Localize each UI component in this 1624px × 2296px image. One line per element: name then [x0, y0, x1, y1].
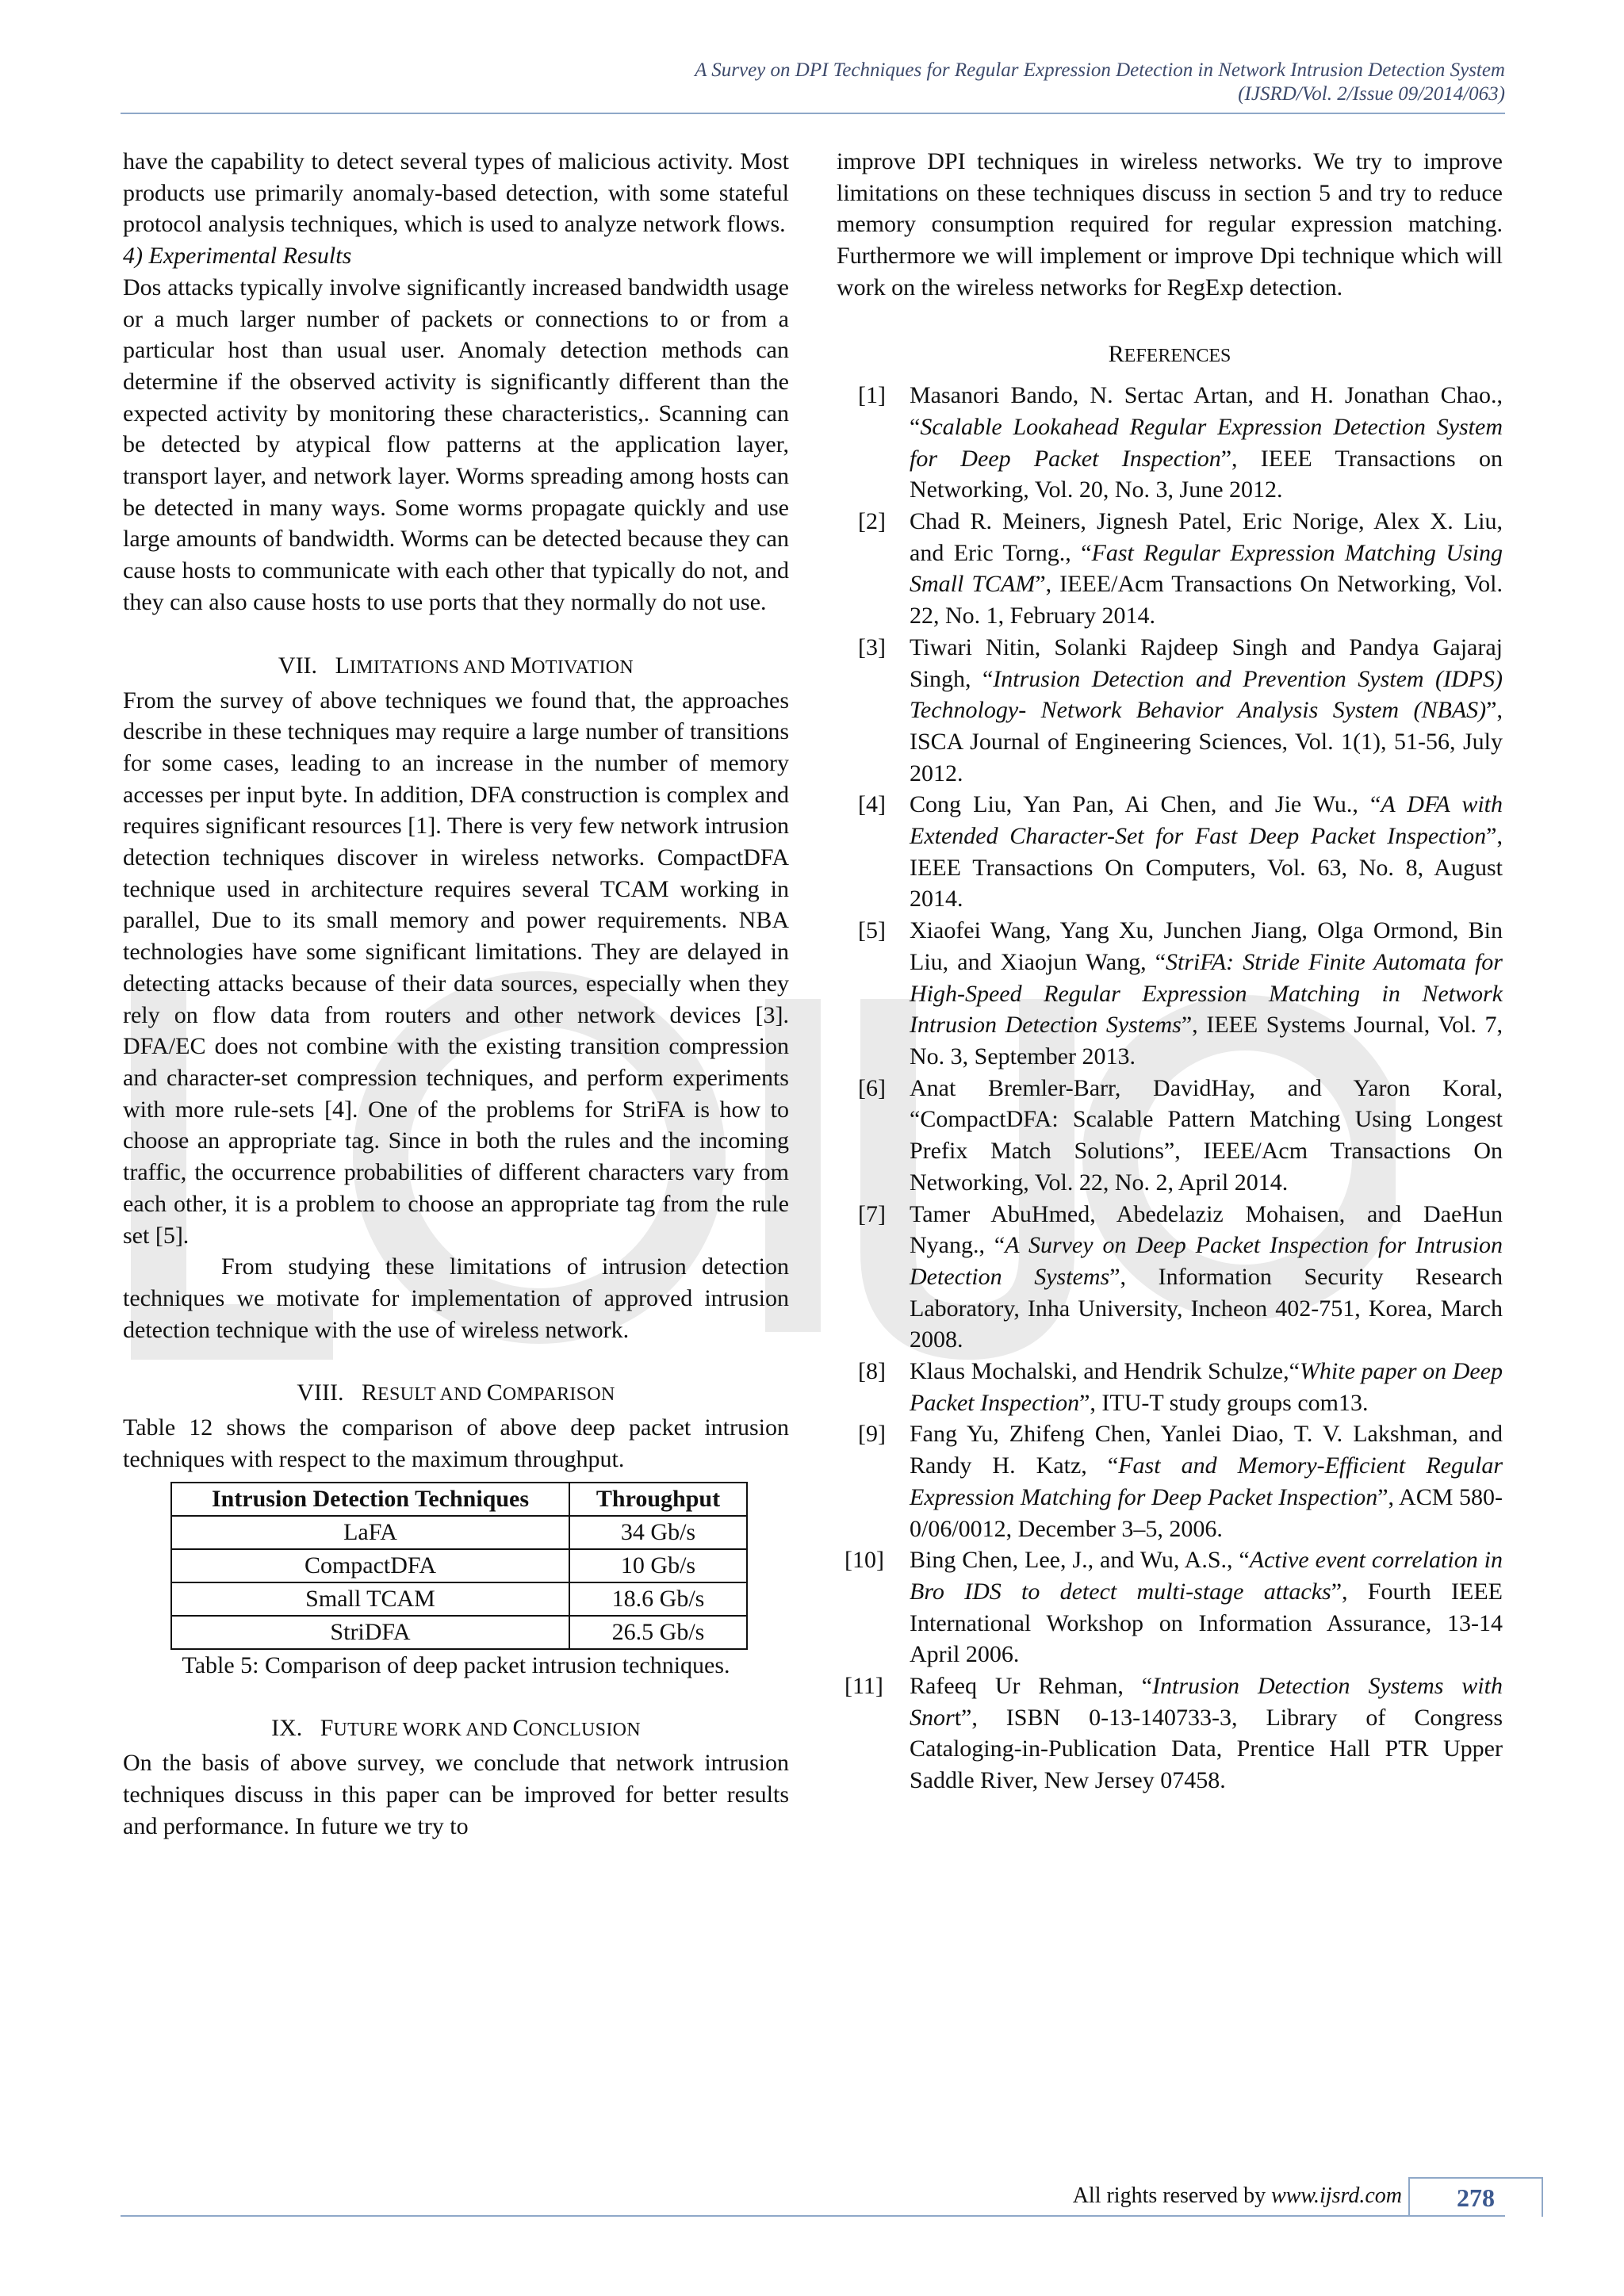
table-header-cell: Throughput [569, 1483, 747, 1516]
left-column [123, 146, 789, 1843]
reference-item: [11] Rafeeq Ur Rehman, “Intrusion Detection Systems with Snort”, ISBN 0-13-140733-3, Library of Congress Cataloging-in-Publication Data, Prentice Hall PTR Upper Saddle River, New Jersey 07458. [845, 1673, 1503, 1794]
references-heading: REFERENCES [1108, 340, 1231, 367]
reference-item: [10] Bing Chen, Lee, J., and Wu, A.S., “Active event correlation in Bro IDS to detect multi-stage attacks”, Fourth IEEE International Workshop on Information Assurance, 13-14 April 2006. [845, 1547, 1503, 1668]
header-issue: (IJSRD/Vol. 2/Issue 09/2014/063) [1238, 83, 1505, 105]
table-cell: 34 Gb/s [569, 1516, 747, 1549]
table-row [171, 1516, 747, 1549]
table-row [171, 1582, 747, 1616]
table-cell: Small TCAM [171, 1582, 569, 1616]
reference-list [837, 380, 1503, 1797]
table-cell: 18.6 Gb/s [569, 1582, 747, 1616]
table-cell: 26.5 Gb/s [569, 1616, 747, 1649]
table-row [171, 1549, 747, 1582]
table-cell: StriDFA [171, 1616, 569, 1649]
reference-item: [7] Tamer AbuHmed, Abedelaziz Mohaisen, and DaeHun Nyang., “A Survey on Deep Packet Inspection for Intrusion Detection Systems”, Information Security Research Laboratory, Inha University, Incheon 402-751, Korea, March 2008. [858, 1200, 1503, 1353]
section-heading-limitations: VII. LIMITATIONS AND MOTIVATION [278, 652, 634, 679]
paragraph: From the survey of above techniques we found that, the approaches describe in these techniques may require a large number of transitions for some cases, leading to an increase in the number of memory accesses per input byte. In addition, DFA construction is complex and requires significant resources [1]. There is very few network intrusion detection techniques discover in wireless networks. CompactDFA technique used in architecture requires several TCAM working in parallel, Due to its small memory and power requirements. NBA technologies have some significant limitations. They are delayed in detecting attacks because of their data sources, especially when they rely on flow data from routers and other network devices [3]. DFA/EC does not combine with the existing transition compression and character-set compression techniques, and perform experiments with more rule-sets [4]. One of the problems for StriFA is how to choose an appropriate tag. Since in both the rules and the incoming traffic, the occurrence probabilities of different characters vary from each other, it is a problem to choose an appropriate tag from the rule set [5]. [123, 687, 789, 1249]
table-cell: LaFA [171, 1516, 569, 1549]
table-cell: CompactDFA [171, 1549, 569, 1582]
table-row [171, 1616, 747, 1649]
header-rule [121, 113, 1505, 114]
section-heading-result: VIII. RESULT AND COMPARISON [297, 1380, 615, 1406]
reference-item: [5] Xiaofei Wang, Yang Xu, Junchen Jiang, Olga Ormond, Bin Liu, and Xiaojun Wang, “StriFA: Stride Finite Automata for High-Speed Regular Expression Matching in Network Intrusion Detection Systems”, IEEE Systems Journal, Vol. 7, No. 3, September 2013. [858, 917, 1503, 1070]
reference-item: [3] Tiwari Nitin, Solanki Rajdeep Singh and Pandya Gajaraj Singh, “Intrusion Detection and Prevention System (IDPS) Technology- Network Behavior Analysis System (NBAS)”, ISCA Journal of Engineering Sciences, Vol. 1(1), 51-56, July 2012. [858, 633, 1503, 786]
running-header [121, 59, 1505, 106]
reference-item: [1] Masanori Bando, N. Sertac Artan, and H. Jonathan Chao., “Scalable Lookahead Regular Expression Detection System for Deep Packet Inspection”, IEEE Transactions on Networking, Vol. 20, No. 3, June 2012. [858, 382, 1503, 503]
section-heading-conclusion: IX. FUTURE WORK AND CONCLUSION [271, 1715, 641, 1742]
header-title: A Survey on DPI Techniques for Regular Expression Detection in Network Intrusion Detection System [695, 59, 1505, 81]
page-number: 278 [1408, 2177, 1543, 2217]
footer-rights: All rights reserved by www.ijsrd.com [1072, 2183, 1402, 2208]
reference-item: [4] Cong Liu, Yan Pan, Ai Chen, and Jie Wu., “A DFA with Extended Character-Set for Fast Deep Packet Inspection”, IEEE Transactions On Computers, Vol. 63, No. 8, August 2014. [858, 791, 1503, 913]
paragraph: Table 12 shows the comparison of above deep packet intrusion techniques with respect to the maximum throughput. [123, 1414, 789, 1473]
paragraph: have the capability to detect several types of malicious activity. Most products use primarily anomaly-based detection, with some stateful protocol analysis techniques, which is used to analyze network flows. [123, 148, 789, 238]
reference-item: [6] Anat Bremler-Barr, DavidHay, and Yaron Koral, “CompactDFA: Scalable Pattern Matching Using Longest Prefix Match Solutions”, IEEE/Acm Transactions On Networking, Vol. 22, No. 2, April 2014. [858, 1074, 1503, 1196]
footer-rule [121, 2215, 1505, 2217]
table-header-row [171, 1483, 747, 1516]
paragraph: On the basis of above survey, we conclude that network intrusion techniques discuss in this paper can be improved for better results and performance. In future we try to [123, 1750, 789, 1839]
paragraph: Dos attacks typically involve significantly increased bandwidth usage or a much larger number of packets or connections to or from a particular host than usual user. Anomaly detection methods can determine if the observed activity is significantly different than the expected activity by monitoring these characteristics,. Scanning can be detected by atypical flow patterns at the application layer, transport layer, and network layer. Worms spreading among hosts can be detected in many ways. Some worms propagate quickly and use large amounts of bandwidth. Worms can be detected because they can cause hosts to communicate with each other that typically do not, and they can also cause hosts to use ports that they normally do not use. [123, 274, 789, 615]
comparison-table [170, 1482, 748, 1650]
reference-item: [2] Chad R. Meiners, Jignesh Patel, Eric Norige, Alex X. Liu, and Eric Torng., “Fast Regular Expression Matching Using Small TCAM”, IEEE/Acm Transactions On Networking, Vol. 22, No. 1, February 2014. [858, 508, 1503, 629]
table-header-cell: Intrusion Detection Techniques [171, 1483, 569, 1516]
reference-item: [8] Klaus Mochalski, and Hendrik Schulze,“White paper on Deep Packet Inspection”, ITU-T study groups com13. [858, 1358, 1503, 1416]
table-cell: 10 Gb/s [569, 1549, 747, 1582]
table-caption: Table 5: Comparison of deep packet intrusion techniques. [182, 1651, 730, 1678]
subsection-heading: 4) Experimental Results [123, 243, 352, 270]
right-column [837, 146, 1503, 1797]
paragraph: From studying these limitations of intrusion detection techniques we motivate for implementation of approved intrusion detection technique with the use of wireless network. [123, 1253, 789, 1343]
paragraph: improve DPI techniques in wireless networks. We try to improve limitations on these techniques discuss in section 5 and try to reduce memory consumption required for regular expression matching. Furthermore we will implement or improve Dpi technique which will work on the wireless networks for RegExp detection. [837, 148, 1503, 300]
reference-item: [9] Fang Yu, Zhifeng Chen, Yanlei Diao, T. V. Lakshman, and Randy H. Katz, “Fast and Memory-Efficient Regular Expression Matching for Deep Packet Inspection”, ACM 580-0/06/0012, December 3–5, 2006. [858, 1421, 1503, 1542]
footer-site-link[interactable]: www.ijsrd.com [1271, 2183, 1402, 2208]
